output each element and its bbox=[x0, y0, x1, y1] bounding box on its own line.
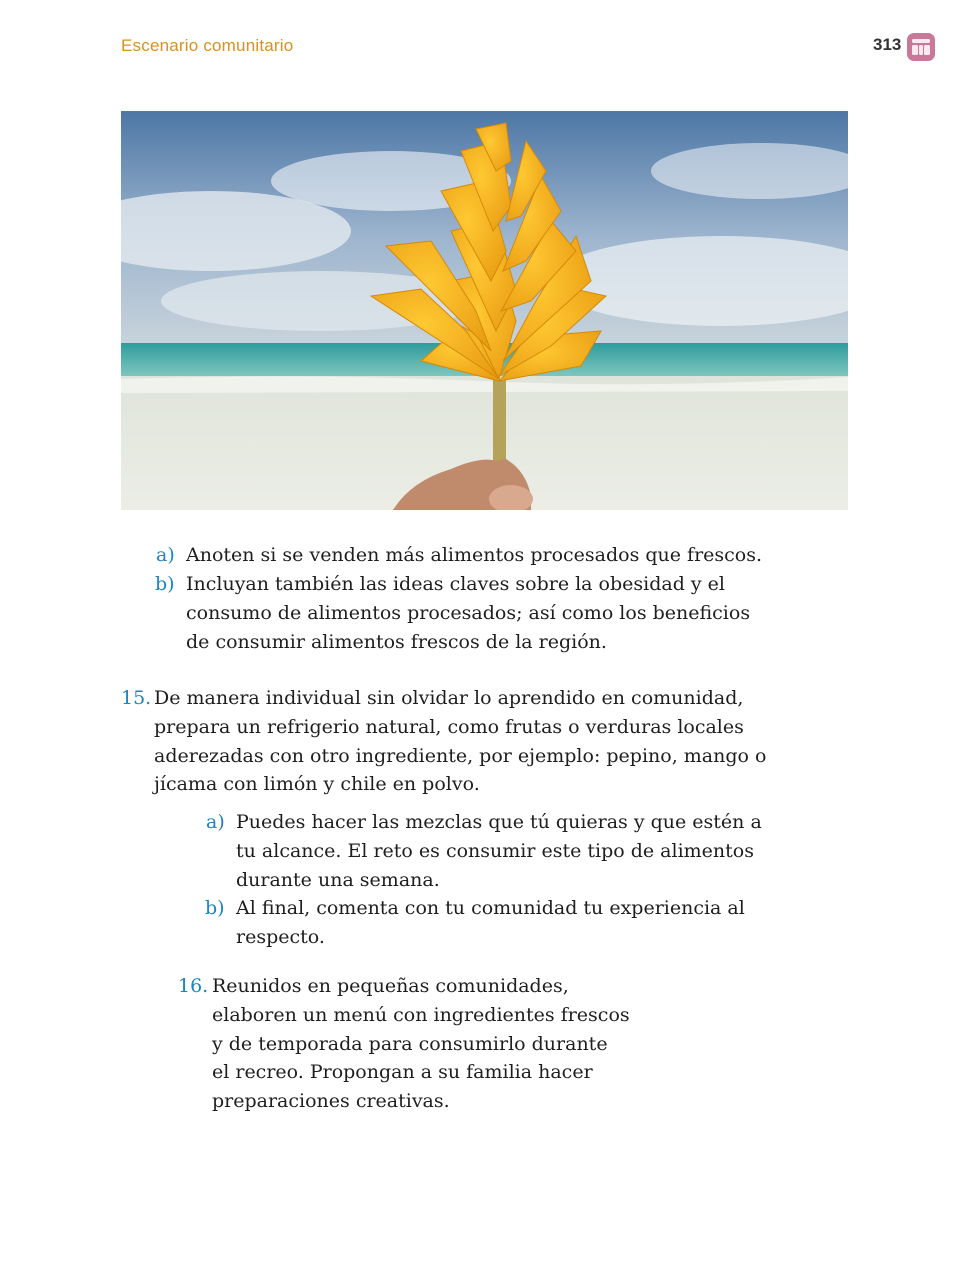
question-number-15: 15. bbox=[121, 687, 152, 709]
question-15-text: De manera individual sin olvidar lo aprendido en comunidad, prepara un refrigerio natural, como frutas o verduras locales aderezadas con otro ingrediente, por ejemplo: pepino, mango o jícama con limón y chile en polvo. bbox=[154, 687, 767, 796]
mango-flower-beach-photo bbox=[121, 111, 848, 510]
sub-item-a-text: Puedes hacer las mezclas que tú quieras y que estén a tu alcance. El reto es consumir este tipo de alimentos durante una semana. bbox=[236, 811, 762, 891]
list-item-b-text: Incluyan también las ideas claves sobre la obesidad y el consumo de alimentos procesados; así como los beneficios de consumir alimentos frescos de la región. bbox=[186, 573, 751, 653]
section-title: Escenario comunitario bbox=[121, 36, 294, 55]
list-item-a-text: Anoten si se venden más alimentos procesados que frescos. bbox=[186, 544, 763, 566]
list-marker-a: a) bbox=[156, 544, 175, 566]
list-marker-b: b) bbox=[155, 573, 175, 595]
sub-marker-b: b) bbox=[205, 897, 225, 919]
page-number: 313 bbox=[873, 35, 902, 54]
question-16-text: Reunidos en pequeñas comunidades, elaboren un menú con ingredientes frescos y de temporada para consumirlo durante el recreo. Propongan a su familia hacer preparaciones creativas. bbox=[212, 975, 630, 1113]
section-glyph-icon bbox=[907, 33, 935, 61]
sub-marker-a: a) bbox=[206, 811, 225, 833]
question-number-16: 16. bbox=[178, 975, 209, 997]
sub-item-b-text: Al final, comenta con tu comunidad tu experiencia al respecto. bbox=[236, 897, 745, 948]
